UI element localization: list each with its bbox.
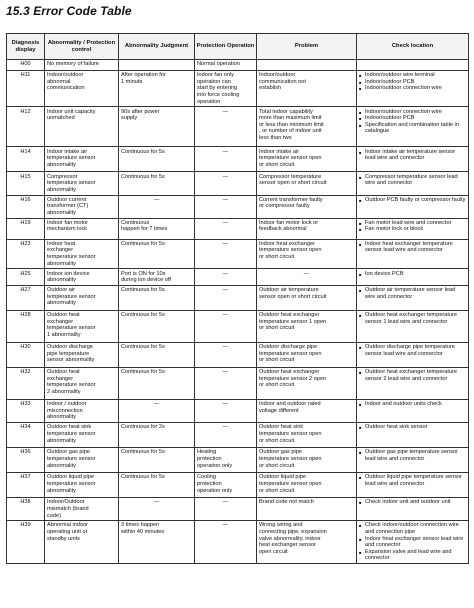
check-location-list xyxy=(359,72,466,92)
check-location-list xyxy=(359,522,466,562)
judgment-cell: Continuous for 2s xyxy=(119,423,195,448)
check-location-cell xyxy=(357,195,469,218)
check-location-item: ■ Indoor/outdoor PCB xyxy=(359,79,466,86)
check-location-list xyxy=(359,109,466,135)
table-row xyxy=(7,423,469,448)
judgment-cell: Continuous for 5s xyxy=(119,310,195,342)
judgment-cell: Continuous for 5s xyxy=(119,285,195,310)
table-row xyxy=(7,399,469,422)
protection-cell: — xyxy=(195,498,257,521)
abnormality-cell: Outdoor heat exchanger temperature sensor 2 abnormality xyxy=(45,367,119,399)
judgment-cell: — xyxy=(119,195,195,218)
check-location-cell xyxy=(357,498,469,521)
check-location-cell xyxy=(357,269,469,286)
table-row xyxy=(7,310,469,342)
error-code-cell: H34 xyxy=(7,423,45,448)
error-code-cell: H33 xyxy=(7,399,45,422)
check-location-item: ■ Indoor heat exchanger sensor lead wire and connector xyxy=(359,536,466,549)
table-row xyxy=(7,498,469,521)
protection-cell: Normal operation xyxy=(195,60,257,71)
table-row xyxy=(7,172,469,195)
abnormality-cell: Indoor ion device abnormality xyxy=(45,269,119,286)
check-location-list xyxy=(359,344,466,357)
check-location-list xyxy=(359,312,466,325)
judgment-cell: After operation for 1 minute xyxy=(119,71,195,107)
check-location-cell xyxy=(357,310,469,342)
check-location-cell xyxy=(357,342,469,367)
abnormality-cell: Indoor unit capacity unmatched xyxy=(45,107,119,147)
problem-cell: Brand code not match xyxy=(257,498,357,521)
problem-cell: Indoor fan motor lock or feedback abnormal xyxy=(257,218,357,239)
check-location-list xyxy=(359,220,466,233)
problem-cell: Outdoor gas pipe temperature sensor open or short circuit xyxy=(257,448,357,473)
check-location-list xyxy=(359,401,466,408)
protection-cell: — xyxy=(195,269,257,286)
abnormality-cell: Outdoor air temperature sensor abnormality xyxy=(45,285,119,310)
error-code-cell: H36 xyxy=(7,448,45,473)
protection-cell: — xyxy=(195,285,257,310)
problem-cell: Wrong wiring and connecting pipe, expansion valve abnormality, indoor heat exchanger sensor open circuit xyxy=(257,521,357,564)
problem-cell: Outdoor heat exchanger temperature sensor 1 open or short circuit xyxy=(257,310,357,342)
abnormality-cell: Indoor/outdoor abnormal communication xyxy=(45,71,119,107)
problem-cell: Outdoor discharge pipe temperature sensor open or short circuit xyxy=(257,342,357,367)
table-row xyxy=(7,195,469,218)
error-code-cell: H19 xyxy=(7,218,45,239)
error-code-cell: H32 xyxy=(7,367,45,399)
check-location-list xyxy=(359,474,466,487)
protection-cell: — xyxy=(195,172,257,195)
check-location-item: ■ Fan motor lead wire and connector xyxy=(359,220,466,227)
judgment-cell: Port is ON for 10s during ion device off xyxy=(119,269,195,286)
check-location-item: ■ Check indoor/outdoor connection wire and connection pipe xyxy=(359,522,466,535)
abnormality-cell: Outdoor discharge pipe temperature sensor abnormality xyxy=(45,342,119,367)
table-row xyxy=(7,342,469,367)
check-location-cell xyxy=(357,218,469,239)
header-problem: Problem xyxy=(257,34,357,60)
check-location-item: ■ Indoor and outdoor units check xyxy=(359,401,466,408)
problem-cell: Indoor intake air temperature sensor open or short circuit xyxy=(257,147,357,172)
abnormality-cell: Outdoor current transformer (CT) abnormality xyxy=(45,195,119,218)
judgment-cell: 3 times happen within 40 minutes xyxy=(119,521,195,564)
problem-cell: Outdoor liquid pipe temperature sensor open or short circuit xyxy=(257,473,357,498)
check-location-cell xyxy=(357,521,469,564)
error-code-cell: H23 xyxy=(7,239,45,269)
check-location-item: ■ Indoor intake air temperature sensor lead wire and connector xyxy=(359,149,466,162)
check-location-item: ■ Check indoor unit and outdoor unit xyxy=(359,499,466,506)
check-location-cell xyxy=(357,71,469,107)
error-code-cell: H30 xyxy=(7,342,45,367)
judgment-cell: Continuous for 5s xyxy=(119,342,195,367)
check-location-cell xyxy=(357,367,469,399)
header-protection: Protection Operation xyxy=(195,34,257,60)
judgment-cell: — xyxy=(119,498,195,521)
error-code-cell: H00 xyxy=(7,60,45,71)
problem-cell: Outdoor heat sink temperature sensor open or short circuit xyxy=(257,423,357,448)
table-row xyxy=(7,521,469,564)
protection-cell: — xyxy=(195,423,257,448)
table-row xyxy=(7,71,469,107)
check-location-list xyxy=(359,424,466,431)
check-location-list xyxy=(359,241,466,254)
table-row xyxy=(7,147,469,172)
protection-cell: Cooling protection operation only xyxy=(195,473,257,498)
judgment-cell: Continuous for 5s xyxy=(119,172,195,195)
check-location-item: ■ Indoor/outdoor connection wire xyxy=(359,85,466,92)
check-location-cell xyxy=(357,399,469,422)
check-location-list xyxy=(359,369,466,382)
header-diagnosis-display: Diagnosis display xyxy=(7,34,45,60)
check-location-list xyxy=(359,449,466,462)
check-location-item: ■ Indoor heat exchanger temperature sensor lead wire and connector xyxy=(359,241,466,254)
check-location-item: ■ Indoor/outdoor PCB xyxy=(359,115,466,122)
protection-cell: Heating protection operation only xyxy=(195,448,257,473)
check-location-item: ■ Specification and combination table in catalogue xyxy=(359,122,466,135)
problem-cell xyxy=(257,60,357,71)
problem-cell: Indoor and outdoor rated voltage different xyxy=(257,399,357,422)
protection-cell: — xyxy=(195,521,257,564)
judgment-cell xyxy=(119,60,195,71)
protection-cell: — xyxy=(195,399,257,422)
table-row xyxy=(7,107,469,147)
abnormality-cell: Indoor/Outdoor mismatch (brand code) xyxy=(45,498,119,521)
protection-cell: — xyxy=(195,195,257,218)
check-location-list xyxy=(359,499,466,506)
judgment-cell: — xyxy=(119,399,195,422)
abnormality-cell: Indoor intake air temperature sensor abnormality xyxy=(45,147,119,172)
check-location-cell xyxy=(357,473,469,498)
judgment-cell: Continuous happen for 7 times xyxy=(119,218,195,239)
judgment-cell: Continuous for 5s xyxy=(119,239,195,269)
error-code-cell: H25 xyxy=(7,269,45,286)
check-location-cell xyxy=(357,239,469,269)
check-location-item: ■ Expansion valve and lead wire and connector xyxy=(359,549,466,562)
protection-cell: Indoor fan only operation can start by entering into force cooling operation xyxy=(195,71,257,107)
abnormality-cell: Outdoor heat sink temperature sensor abnormality xyxy=(45,423,119,448)
error-code-cell: H15 xyxy=(7,172,45,195)
check-location-cell xyxy=(357,448,469,473)
check-location-item: ■ Outdoor heat exchanger temperature sensor 2 lead wire and connector xyxy=(359,369,466,382)
table-row xyxy=(7,367,469,399)
check-location-list xyxy=(359,149,466,162)
protection-cell: — xyxy=(195,310,257,342)
table-row xyxy=(7,285,469,310)
table-row xyxy=(7,60,469,71)
error-code-cell: H27 xyxy=(7,285,45,310)
problem-cell: Compressor temperature sensor open or short circuit xyxy=(257,172,357,195)
protection-cell: — xyxy=(195,342,257,367)
table-row xyxy=(7,448,469,473)
error-code-cell: H16 xyxy=(7,195,45,218)
check-location-item: ■ Outdoor heat sink sensor xyxy=(359,424,466,431)
check-location-item: ■ Ion device PCB xyxy=(359,271,466,278)
check-location-item: ■ Outdoor discharge pipe temperature sensor lead wire and connector xyxy=(359,344,466,357)
problem-cell: Indoor/outdoor communication not establish xyxy=(257,71,357,107)
error-code-cell: H11 xyxy=(7,71,45,107)
header-judgment: Abnormality Judgment xyxy=(119,34,195,60)
error-code-cell: H37 xyxy=(7,473,45,498)
check-location-item: ■ Fan motor lock or block xyxy=(359,226,466,233)
check-location-list xyxy=(359,271,466,278)
protection-cell: — xyxy=(195,218,257,239)
protection-cell: — xyxy=(195,239,257,269)
check-location-item: ■ Indoor/outdoor wire terminal xyxy=(359,72,466,79)
check-location-item: ■ Outdoor PCB faulty or compressor faulty xyxy=(359,197,466,204)
problem-cell: Indoor heat exchanger temperature sensor open or short circuit xyxy=(257,239,357,269)
error-code-cell: H38 xyxy=(7,498,45,521)
check-location-cell xyxy=(357,147,469,172)
problem-cell: — xyxy=(257,269,357,286)
check-location-list xyxy=(359,287,466,300)
problem-cell: Total indoor capability more than maximum limit or less than minimum limit , or number of indoor unit less than two xyxy=(257,107,357,147)
table-row xyxy=(7,218,469,239)
check-location-cell xyxy=(357,107,469,147)
protection-cell: — xyxy=(195,147,257,172)
section-title: 15.3 Error Code Table xyxy=(6,4,132,18)
problem-cell: Current transformer faulty or compressor faulty xyxy=(257,195,357,218)
check-location-cell xyxy=(357,60,469,71)
table-row xyxy=(7,269,469,286)
error-code-cell: H14 xyxy=(7,147,45,172)
error-code-cell: H28 xyxy=(7,310,45,342)
check-location-cell xyxy=(357,423,469,448)
check-location-item: ■ Indoor/outdoor connection wire xyxy=(359,109,466,116)
abnormality-cell: Compressor temperature sensor abnormality xyxy=(45,172,119,195)
error-code-cell: H39 xyxy=(7,521,45,564)
check-location-cell xyxy=(357,172,469,195)
abnormality-cell: Abnormal indoor operating unit or standby units xyxy=(45,521,119,564)
abnormality-cell: Indoor fan motor mechanism lock xyxy=(45,218,119,239)
check-location-cell xyxy=(357,285,469,310)
judgment-cell: Continuous for 5s xyxy=(119,367,195,399)
judgment-cell: Continuous for 5s xyxy=(119,448,195,473)
header-check-location: Check location xyxy=(357,34,469,60)
judgment-cell: Continuous for 5s xyxy=(119,473,195,498)
problem-cell: Outdoor heat exchanger temperature sensor 2 open or short circuit xyxy=(257,367,357,399)
check-location-item: ■ Outdoor heat exchanger temperature sensor 1 lead wire and connector xyxy=(359,312,466,325)
abnormality-cell: No memory of failure xyxy=(45,60,119,71)
check-location-item: ■ Outdoor liquid pipe temperature sensor lead wire and connector xyxy=(359,474,466,487)
judgment-cell: Continuous for 5s xyxy=(119,147,195,172)
check-location-item: ■ Outdoor gas pipe temperature sensor lead wire and connector xyxy=(359,449,466,462)
check-location-item: ■ Outdoor air temperature sensor lead wire and connector xyxy=(359,287,466,300)
judgment-cell: 90s after power supply xyxy=(119,107,195,147)
error-code-cell: H12 xyxy=(7,107,45,147)
table-header-row xyxy=(7,34,469,60)
abnormality-cell: Outdoor heat exchanger temperature sensor 1 abnormality xyxy=(45,310,119,342)
check-location-list xyxy=(359,197,466,204)
abnormality-cell: Outdoor liquid pipe temperature sensor abnormality xyxy=(45,473,119,498)
protection-cell: — xyxy=(195,107,257,147)
error-code-table xyxy=(6,33,469,564)
abnormality-cell: Outdoor gas pipe temperature sensor abnormality xyxy=(45,448,119,473)
table-row xyxy=(7,239,469,269)
header-abnormality: Abnormality / Protection control xyxy=(45,34,119,60)
check-location-list xyxy=(359,174,466,187)
problem-cell: Outdoor air temperature sensor open or short circuit xyxy=(257,285,357,310)
check-location-item: ■ Compressor temperature sensor lead wire and connector xyxy=(359,174,466,187)
protection-cell: — xyxy=(195,367,257,399)
abnormality-cell: Indoor / outdoor misconnection abnormality xyxy=(45,399,119,422)
table-row xyxy=(7,473,469,498)
abnormality-cell: Indoor heat exchanger temperature sensor abnormality xyxy=(45,239,119,269)
